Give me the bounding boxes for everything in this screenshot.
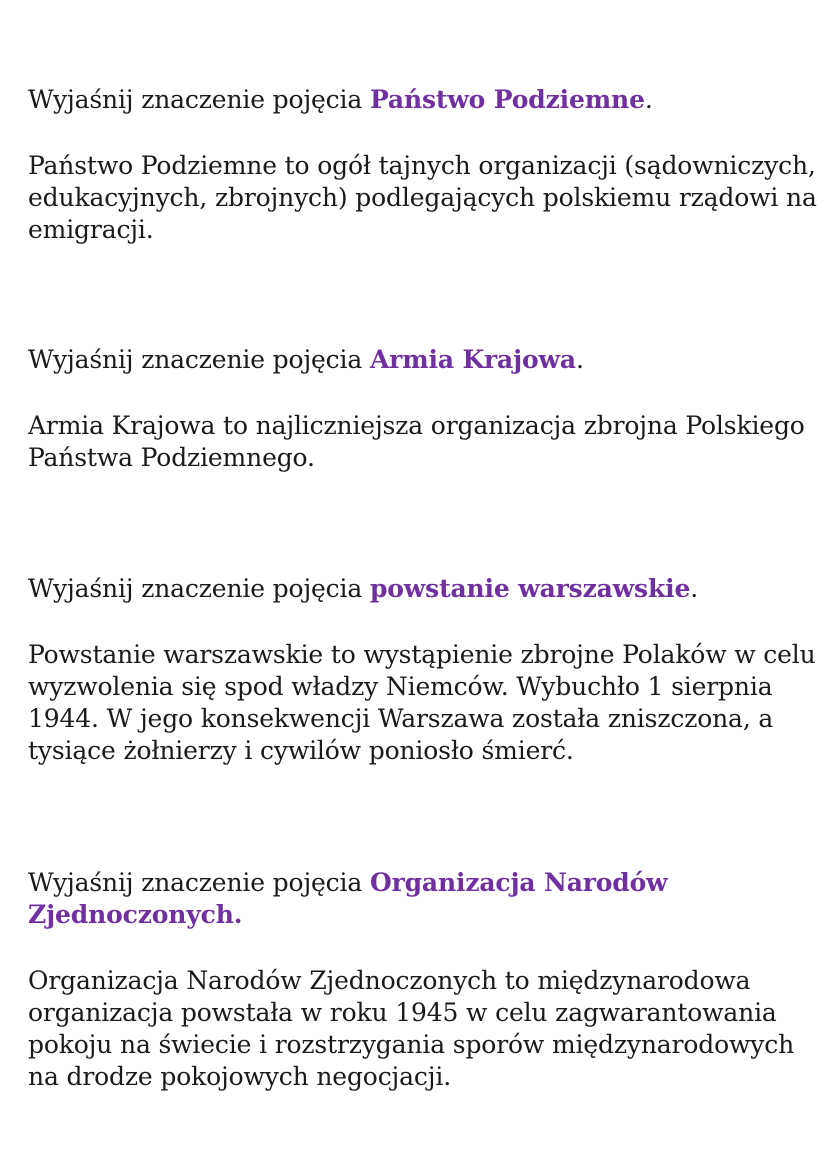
definition-block-armia-krajowa — [28, 344, 818, 474]
term-highlight: Armia Krajowa — [369, 345, 576, 374]
question — [28, 573, 818, 605]
answer-text: Państwo Podziemne to ogół tajnych organizacji (sądowniczych, edukacyjnych, zbrojnych) podlegających polskiemu rządowi na emigracji. — [28, 151, 817, 244]
question-suffix: . — [644, 85, 653, 114]
question-suffix: . — [690, 574, 699, 603]
term-highlight: Organizacja Narodów Zjednoczonych. — [28, 868, 668, 929]
answer-text: Armia Krajowa to najliczniejsza organizacja zbrojna Polskiego Państwa Podziemnego. — [28, 411, 805, 472]
term-highlight: powstanie warszawskie — [369, 574, 691, 603]
question-prefix: Wyjaśnij znaczenie pojęcia — [28, 85, 370, 114]
definition-block-panstwo-podziemne — [28, 84, 818, 246]
question-prefix: Wyjaśnij znaczenie pojęcia — [28, 345, 370, 374]
question-suffix: . — [575, 345, 584, 374]
definition-block-powstanie-warszawskie — [28, 573, 818, 767]
definition-block-onz — [28, 867, 818, 1093]
term-highlight: Państwo Podziemne — [369, 85, 645, 114]
question — [28, 867, 818, 931]
question-prefix: Wyjaśnij znaczenie pojęcia — [28, 574, 370, 603]
answer-text: Powstanie warszawskie to wystąpienie zbrojne Polaków w celu wyzwolenia się spod władzy Niemców. Wybuchło 1 sierpnia 1944. W jego konsekwencji Warszawa została zniszczona, a tysiące żołnierzy i cywilów poniosło śmierć. — [28, 640, 816, 765]
question — [28, 344, 818, 376]
question-prefix: Wyjaśnij znaczenie pojęcia — [28, 868, 370, 897]
answer-text: Organizacja Narodów Zjednoczonych to międzynarodowa organizacja powstała w roku 1945 w celu zagwarantowania pokoju na świecie i rozstrzygania sporów międzynarodowych na drodze pokojowych negocjacji. — [28, 966, 795, 1091]
question — [28, 84, 818, 116]
